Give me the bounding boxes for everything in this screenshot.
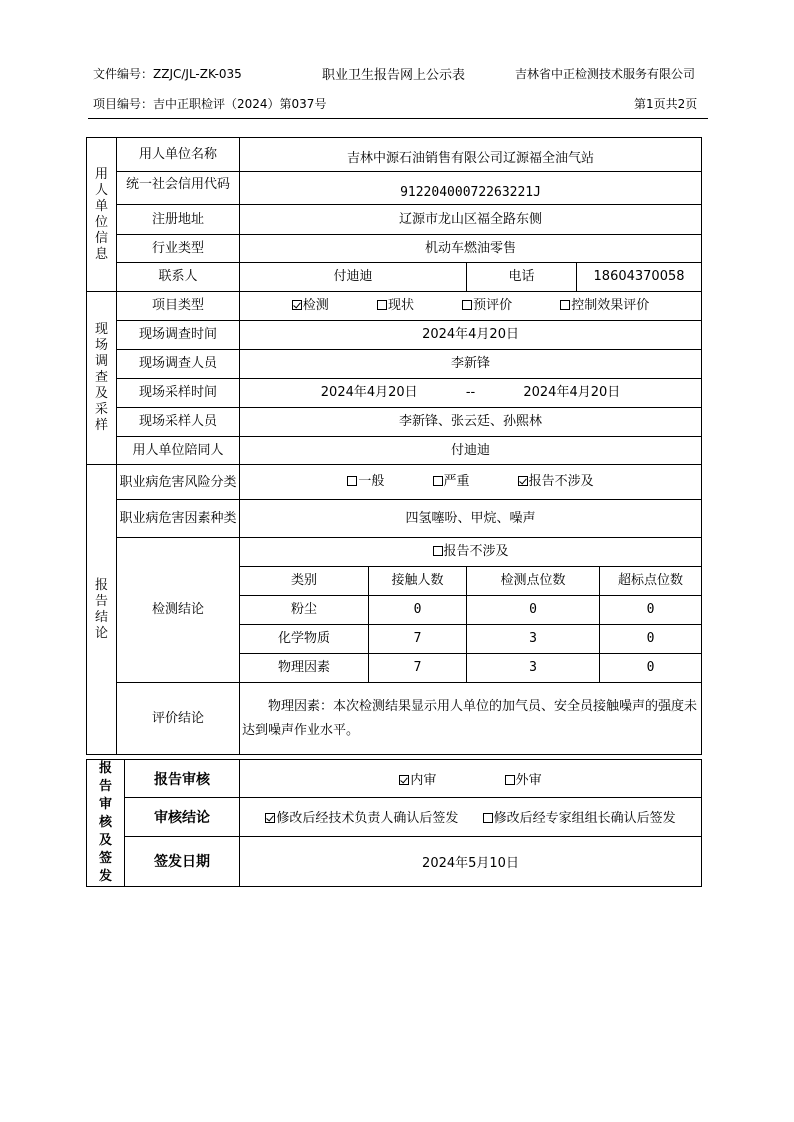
detect-cell-category: 化学物质	[240, 625, 369, 654]
value-address: 辽源市龙山区福全路东侧	[240, 205, 702, 235]
file-number: 文件编号：ZZJC/JL-ZK-035	[93, 67, 242, 81]
value-survey-staff: 李新锋	[240, 350, 702, 379]
value-hazard-factors: 四氢噻吩、甲烷、噪声	[240, 500, 702, 538]
disclosure-form-table	[86, 137, 702, 755]
row-escort	[87, 437, 702, 465]
value-evaluation: 物理因素：本次检测结果显示用人单位的加气员、安全员接触噪声的强度未达到噪声作业水平。	[240, 683, 702, 755]
value-escort: 付迪迪	[240, 437, 702, 465]
option-expert-lead-confirm[interactable]: 修改后经专家组组长确认后签发	[483, 807, 676, 826]
label-sampling-time: 现场采样时间	[117, 379, 240, 408]
value-survey-time: 2024年4月20日	[240, 321, 702, 350]
label-audit: 报告审核	[125, 760, 240, 798]
row-sampling-time	[87, 379, 702, 408]
label-survey-staff: 现场调查人员	[117, 350, 240, 379]
detect-header-points: 检测点位数	[467, 567, 600, 596]
detect-cell-exposed: 0	[369, 596, 467, 625]
option-risk-not-involved[interactable]: 报告不涉及	[518, 474, 594, 490]
section-label-review: 报告审核及签发	[87, 760, 125, 887]
row-audit	[87, 760, 702, 798]
label-credit-code: 统一社会信用代码	[117, 172, 240, 205]
option-tech-lead-confirm[interactable]: 修改后经技术负责人确认后签发	[265, 807, 458, 826]
row-evaluation	[87, 683, 702, 755]
detect-cell-category: 粉尘	[240, 596, 369, 625]
checkbox-icon	[483, 813, 493, 823]
section-label-unit-info: 用人单位信息	[87, 138, 117, 292]
label-project-type: 项目类型	[117, 292, 240, 321]
label-phone: 电话	[467, 263, 577, 292]
label-escort: 用人单位陪同人	[117, 437, 240, 465]
option-current-status[interactable]: 现状	[377, 298, 414, 314]
detect-cell-exposed: 7	[369, 654, 467, 683]
row-issue-date	[87, 836, 702, 886]
checkbox-icon	[292, 300, 302, 310]
checkbox-icon	[518, 476, 528, 486]
value-sampling-staff: 李新锋、张云廷、孙熙林	[240, 408, 702, 437]
label-unit-name: 用人单位名称	[117, 138, 240, 172]
audit-conclusion-options	[240, 798, 702, 836]
label-audit-conclusion: 审核结论	[125, 798, 240, 836]
label-issue-date: 签发日期	[125, 836, 240, 886]
option-internal-audit[interactable]: 内审	[399, 769, 436, 788]
page-indicator: 第1页共2页	[634, 97, 698, 111]
option-risk-serious[interactable]: 严重	[433, 474, 470, 490]
section-label-conclusion: 报告结论	[87, 465, 117, 755]
row-survey-staff	[87, 350, 702, 379]
option-control-effect-evaluation[interactable]: 控制效果评价	[560, 298, 649, 314]
detect-not-involved-cell	[240, 538, 702, 567]
label-hazard-factors: 职业病危害因素种类	[117, 500, 240, 538]
detect-header-category: 类别	[240, 567, 369, 596]
project-type-options	[240, 292, 702, 321]
checkbox-icon	[433, 476, 443, 486]
option-external-audit[interactable]: 外审	[505, 769, 542, 788]
audit-options	[240, 760, 702, 798]
option-detection[interactable]: 检测	[292, 298, 329, 314]
value-phone: 18604370058	[577, 263, 702, 292]
row-detect-not-involved	[87, 538, 702, 567]
checkbox-icon	[433, 546, 443, 556]
value-industry: 机动车燃油零售	[240, 235, 702, 263]
value-unit-name: 吉林中源石油销售有限公司辽源福全油气站	[240, 138, 702, 172]
detect-cell-points: 3	[467, 654, 600, 683]
value-credit-code: 91220400072263221J	[240, 172, 702, 205]
sampling-end-date: 2024年4月20日	[523, 385, 621, 400]
sampling-date-separator: --	[465, 385, 476, 400]
row-audit-conclusion	[87, 798, 702, 836]
detect-cell-category: 物理因素	[240, 654, 369, 683]
row-risk-class	[87, 465, 702, 500]
label-address: 注册地址	[117, 205, 240, 235]
checkbox-icon	[505, 775, 515, 785]
detect-cell-points: 0	[467, 596, 600, 625]
label-sampling-staff: 现场采样人员	[117, 408, 240, 437]
detect-header-exceed: 超标点位数	[600, 567, 702, 596]
row-hazard-factors	[87, 500, 702, 538]
option-pre-evaluation[interactable]: 预评价	[462, 298, 512, 314]
label-evaluation: 评价结论	[117, 683, 240, 755]
row-survey-time	[87, 321, 702, 350]
label-survey-time: 现场调查时间	[117, 321, 240, 350]
document-title: 职业卫生报告网上公示表	[322, 68, 466, 83]
risk-class-options	[240, 465, 702, 500]
row-sampling-staff	[87, 408, 702, 437]
label-detection-conclusion: 检测结论	[117, 538, 240, 683]
detect-header-exposed: 接触人数	[369, 567, 467, 596]
row-industry	[87, 235, 702, 263]
value-issue-date: 2024年5月10日	[240, 836, 702, 886]
row-credit-code	[87, 172, 702, 205]
row-address	[87, 205, 702, 235]
value-sampling-time	[240, 379, 702, 408]
label-risk-class: 职业病危害风险分类	[117, 465, 240, 500]
row-project-type	[87, 292, 702, 321]
sampling-start-date: 2024年4月20日	[320, 385, 418, 400]
checkbox-icon	[399, 775, 409, 785]
checkbox-icon	[560, 300, 570, 310]
review-table	[86, 759, 702, 887]
checkbox-icon	[462, 300, 472, 310]
checkbox-icon	[377, 300, 387, 310]
checkbox-icon	[347, 476, 357, 486]
company-name: 吉林省中正检测技术服务有限公司	[515, 67, 696, 81]
detect-cell-exceed: 0	[600, 625, 702, 654]
detect-cell-exposed: 7	[369, 625, 467, 654]
checkbox-icon	[265, 813, 275, 823]
option-risk-general[interactable]: 一般	[347, 474, 384, 490]
section-label-survey: 现场调查及采样	[87, 292, 117, 465]
value-contact: 付迪迪	[240, 263, 467, 292]
project-number: 项目编号：吉中正职检评（2024）第037号	[93, 97, 327, 111]
row-unit-name	[87, 138, 702, 172]
label-contact: 联系人	[117, 263, 240, 292]
detect-cell-points: 3	[467, 625, 600, 654]
header-divider	[88, 118, 708, 119]
detect-cell-exceed: 0	[600, 654, 702, 683]
label-industry: 行业类型	[117, 235, 240, 263]
option-detect-not-involved[interactable]: 报告不涉及	[433, 544, 509, 560]
row-contact	[87, 263, 702, 292]
detect-cell-exceed: 0	[600, 596, 702, 625]
